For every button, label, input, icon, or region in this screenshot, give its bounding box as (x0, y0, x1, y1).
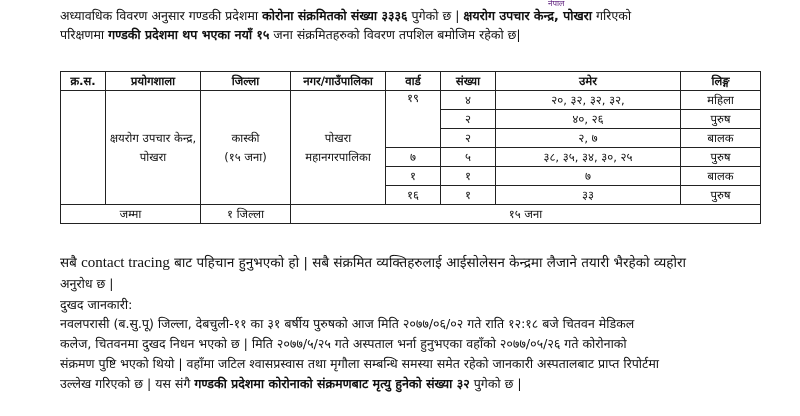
text-span: उल्लेख गरिएको छ | यस संगै (60, 376, 195, 391)
gender-cell: बालक (681, 129, 761, 148)
text-span: जना संक्रमितहरुको विवरण तपशिल बमोजिम रहेको छ| (269, 27, 521, 42)
ward-cell: १९ (386, 91, 441, 148)
total-count-cell: १५ जना (291, 205, 761, 224)
gender-cell: बालक (681, 167, 761, 186)
intro-paragraph-line-2 (60, 25, 760, 44)
header-cell: जिल्ला (201, 72, 291, 91)
top-mark: नेपाल (548, 0, 565, 8)
ward-cell: ७ (386, 148, 441, 167)
table-row (61, 91, 761, 110)
ages-cell: ३३ (496, 186, 681, 205)
death-report-line-3: संक्रमण पुष्टि भएको थियो | वहाँमा जटिल श्वासप्रस्वास तथा मृगौला सम्बन्धि समस्या समेत रहेको जानकारी अस्पतालबाट प्राप्त रिपोर्टमा (60, 356, 660, 371)
district-count: (१५ जना) (224, 149, 267, 164)
table-header-row (61, 72, 761, 91)
ages-cell: ७ (496, 167, 681, 186)
death-report-line-4 (60, 374, 780, 393)
text-span: सबै (60, 255, 82, 271)
text-span: परिक्षणमा (60, 27, 109, 42)
latin-text-span: contact tracing (81, 255, 170, 271)
sad-news-heading: दुखद जानकारी: (60, 297, 133, 312)
header-cell: नगर/गाउँपालिका (291, 72, 386, 91)
count-cell: १ (441, 167, 496, 186)
cases-table (60, 71, 761, 224)
total-label-cell: जम्मा (61, 205, 201, 224)
ages-cell: २०, ३२, ३२, ३२, (496, 91, 681, 110)
header-cell: वार्ड (386, 72, 441, 91)
count-cell: ५ (441, 148, 496, 167)
count-cell: २ (441, 110, 496, 129)
death-report-line-1: नवलपरासी (ब.सु.पू) जिल्ला, देबचुली-११ का ३१ बर्षीय पुरुषको आज मिति २०७७/०६/०२ गते राति १२:१८ बजे चितवन मेडिकल (60, 316, 635, 331)
text-span: पुगेको छ | (469, 376, 522, 391)
gender-cell: पुरुष (681, 110, 761, 129)
text-span: गरिएको (592, 8, 632, 23)
gender-cell: महिला (681, 91, 761, 110)
header-cell: लिङ्ग (681, 72, 761, 91)
text-span: पुगेको छ | (407, 8, 464, 23)
table-total-row (61, 205, 761, 224)
municipality-cell: पोखरा महानगरपालिका (291, 91, 386, 205)
text-span: अध्यावधिक विवरण अनुसार गण्डकी प्रदेशमा (60, 8, 263, 23)
header-cell: उमेर (496, 72, 681, 91)
ward-cell: १६ (386, 186, 441, 205)
text-span: बाट पहिचान हुनुभएको हो | सबै संक्रमित व्यक्तिहरुलाई आईसोलेसन केन्द्रमा लैजाने तयारी भैरहेको व्यहोरा (169, 255, 686, 271)
lab-cell: क्षयरोग उपचार केन्द्र, पोखरा (106, 91, 201, 205)
bold-text-span: क्षयरोग उपचार केन्द्र, पोखरा (463, 8, 593, 23)
district-cell (201, 91, 291, 205)
header-cell: क्र.स. (61, 72, 106, 91)
gender-cell: पुरुष (681, 148, 761, 167)
intro-paragraph-line-1 (60, 6, 760, 25)
ages-cell: २, ७ (496, 129, 681, 148)
header-cell: संख्या (441, 72, 496, 91)
header-cell: प्रयोगशाला (106, 72, 201, 91)
request-line: अनुरोध छ | (60, 276, 114, 291)
count-cell: १ (441, 186, 496, 205)
total-district-cell: १ जिल्ला (201, 205, 291, 224)
death-report-line-2: कलेज, चितवनमा दुखद निधन भएको छ | मिति २०७७/५/२५ गते अस्पताल भर्ना हुनुभएका वहाँको २०७७/०५/२६ गते कोरोनाको (60, 336, 627, 351)
count-cell: २ (441, 129, 496, 148)
serial-cell (61, 91, 106, 205)
ages-cell: ४०, २६ (496, 110, 681, 129)
district-name: कास्की (231, 130, 260, 145)
ward-cell: १ (386, 167, 441, 186)
bold-text-span: गण्डकी प्रदेशमा थप भएका नयाँ १५ (108, 27, 270, 42)
count-cell: ४ (441, 91, 496, 110)
bold-text-span: कोरोना संक्रमितको संख्या ३३३६ (262, 8, 408, 23)
bold-text-span: गण्डकी प्रदेशमा कोरोनाको संक्रमणबाट मृत्यु हुनेको संख्या ३२ (194, 376, 470, 391)
ages-cell: ३८, ३५, ३४, ३०, २५ (496, 148, 681, 167)
contact-tracing-line (60, 254, 780, 273)
gender-cell: पुरुष (681, 186, 761, 205)
